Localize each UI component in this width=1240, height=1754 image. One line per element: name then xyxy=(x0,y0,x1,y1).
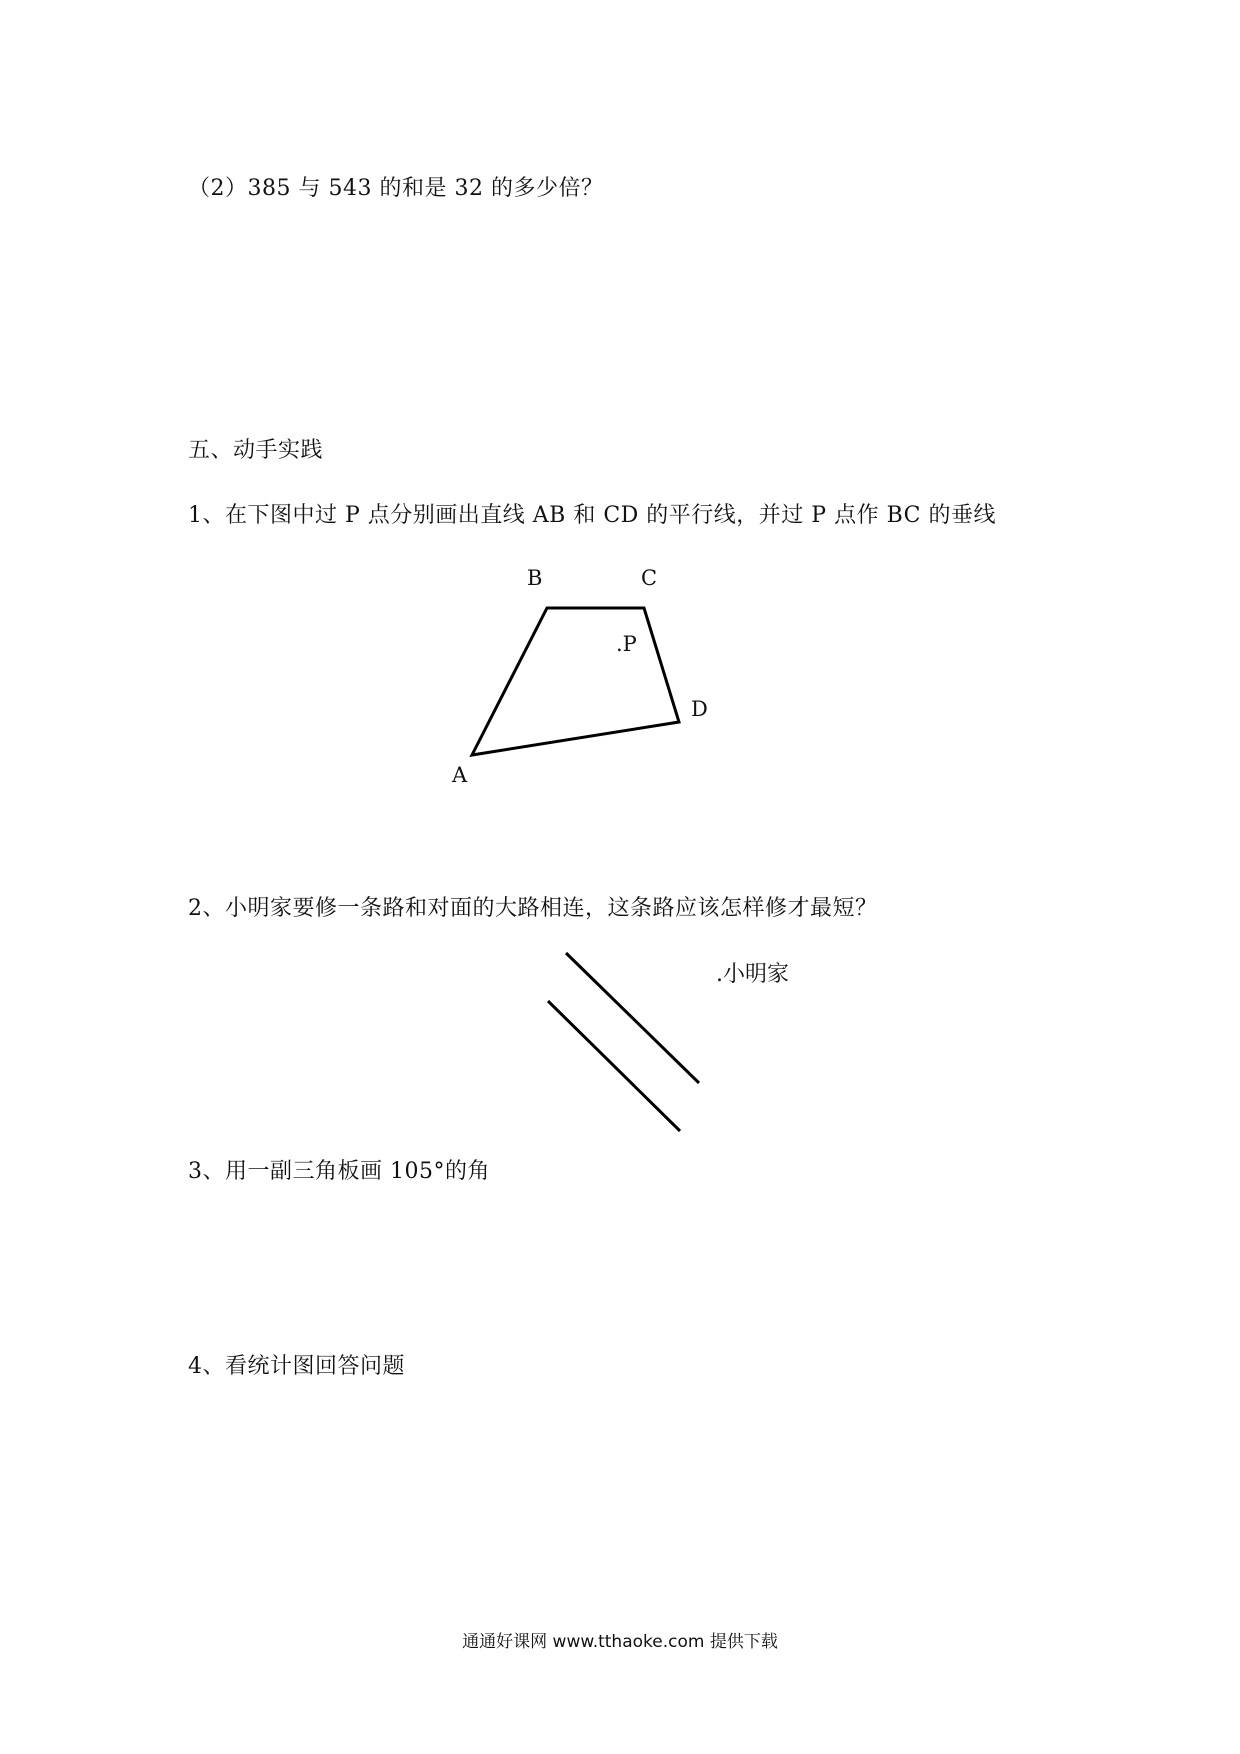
road-line-upper xyxy=(566,953,699,1083)
vertex-label-a: A xyxy=(452,763,468,787)
vertex-label-b: B xyxy=(527,566,543,590)
point-label-p: .P xyxy=(616,632,637,656)
task-4-text: 4、看统计图回答问题 xyxy=(188,1354,405,1379)
vertex-label-d: D xyxy=(691,697,708,721)
footer-text: 通通好课网 www.tthaoke.com 提供下载 xyxy=(462,1632,778,1652)
quadrilateral-abcd xyxy=(472,608,679,755)
section-title: 五、动手实践 xyxy=(188,438,324,463)
task-3-text: 3、用一副三角板画 105°的角 xyxy=(188,1159,490,1184)
house-label: .小明家 xyxy=(716,962,789,987)
question-2-text: （2）385 与 543 的和是 32 的多少倍？ xyxy=(188,176,604,201)
road-line-lower xyxy=(548,1001,680,1131)
task-1-text: 1、在下图中过 P 点分别画出直线 AB 和 CD 的平行线，并过 P 点作 BC 的垂线 xyxy=(188,503,996,528)
task-2-text: 2、小明家要修一条路和对面的大路相连，这条路应该怎样修才最短？ xyxy=(188,896,878,921)
vertex-label-c: C xyxy=(641,566,658,590)
